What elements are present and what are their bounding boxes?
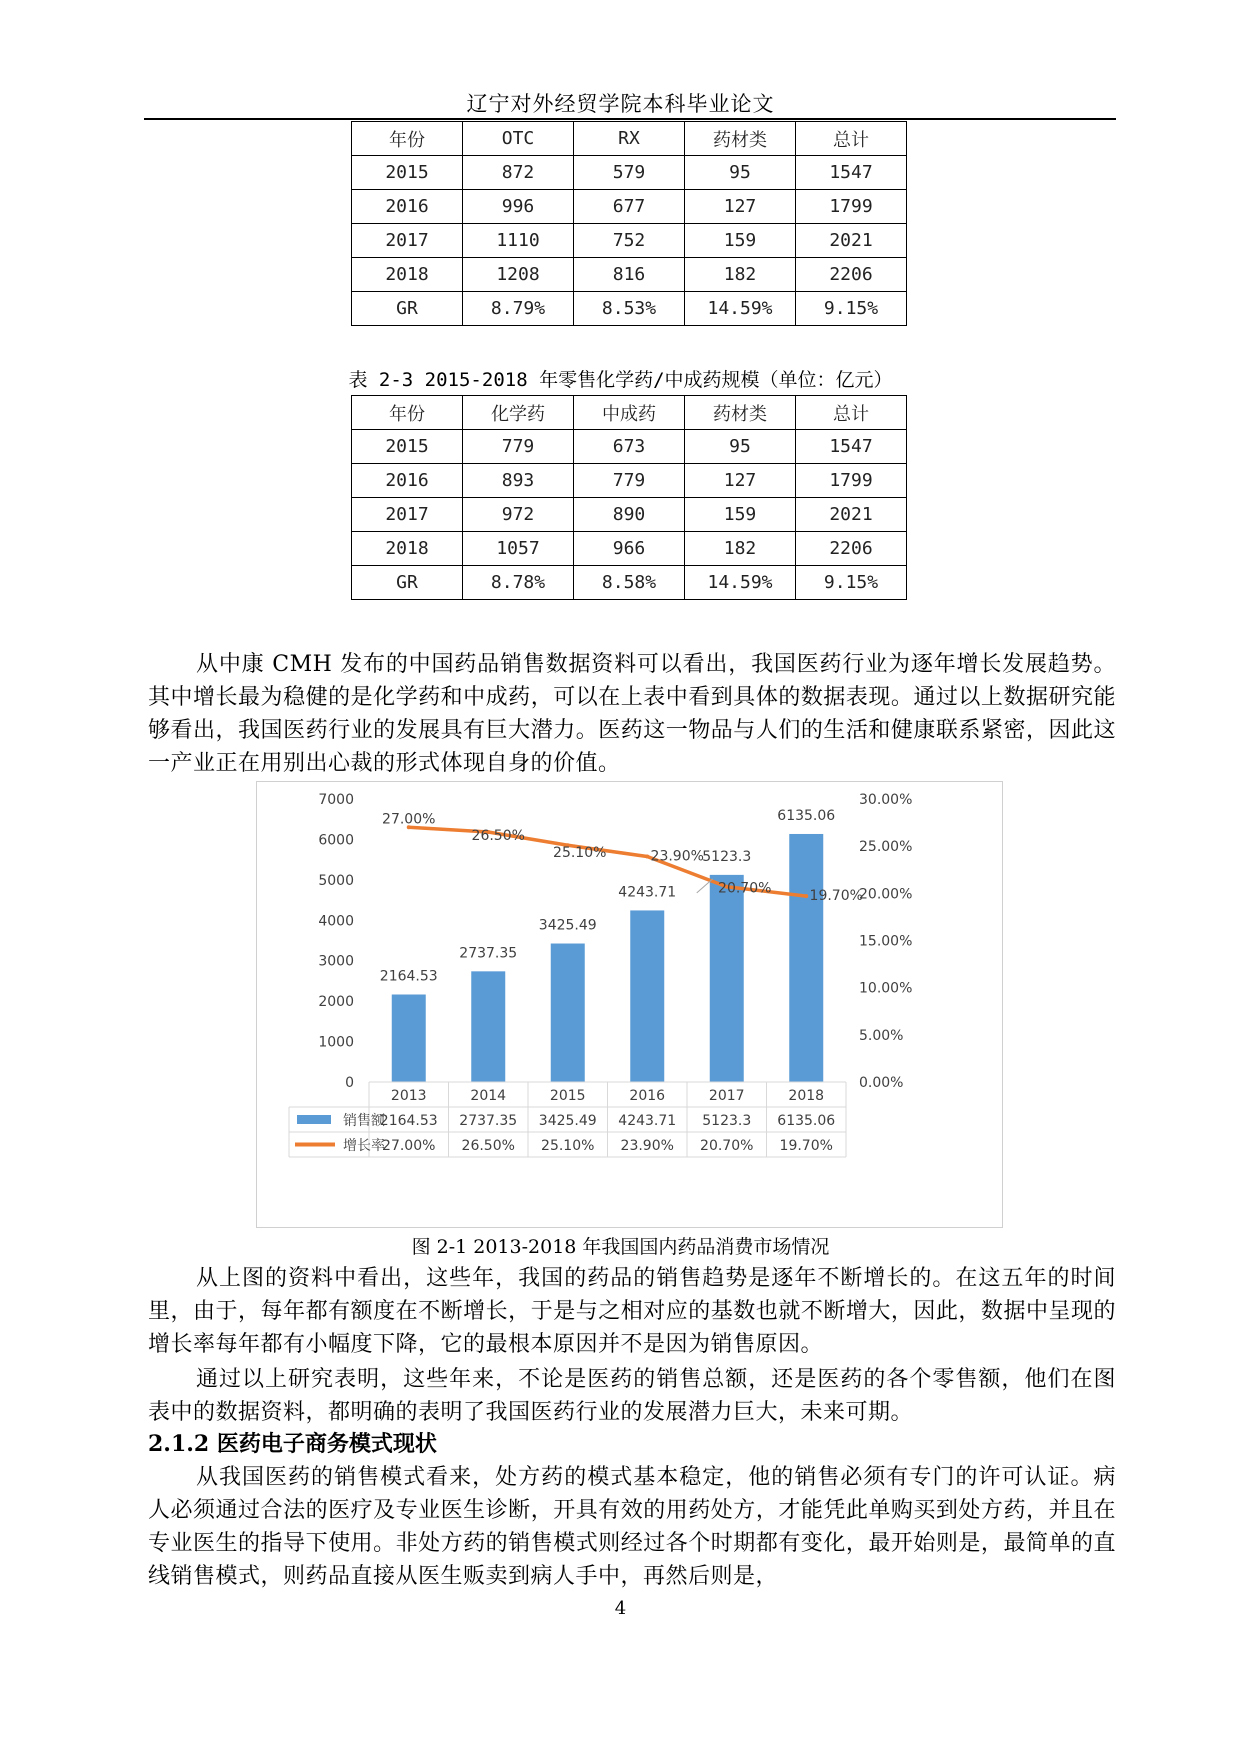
table-header-row [352,396,907,430]
data-table-cell: 2737.35 [459,1113,518,1129]
table-row [352,532,907,566]
table-row [352,190,907,224]
x-axis-category-label: 2017 [708,1088,745,1104]
table-caption: 表 2-3 2015-2018 年零售化学药/中成药规模（单位：亿元） [348,369,893,391]
right-axis-tick-label: 5.00% [859,1027,904,1044]
left-axis-tick-label: 7000 [318,792,354,808]
table-header-cell: 化学药 [463,396,574,430]
left-axis-tick-label: 6000 [318,832,354,849]
legend-series-name: 销售额 [343,1113,385,1129]
table-cell: 8.78% [463,566,574,600]
sales-growth-chart [257,782,1002,1227]
bar-data-label: 4243.71 [618,884,677,901]
table-cell: 182 [685,532,796,566]
bar [789,834,823,1082]
table-row [352,498,907,532]
x-axis-category-label: 2014 [470,1088,507,1104]
header-rule [144,118,1116,120]
table-cell: GR [352,292,463,326]
bar-data-label: 5123.3 [702,848,752,865]
table-cell: 182 [685,258,796,292]
bar [551,944,585,1082]
table-header-cell: 总计 [796,122,907,156]
left-axis-tick-label: 0 [345,1075,354,1091]
table-cell: 779 [574,464,685,498]
table-header-cell: 中成药 [574,396,685,430]
table-cell: 2016 [352,190,463,224]
data-table-cell: 20.70% [700,1138,754,1154]
right-axis-tick-label: 30.00% [859,792,913,808]
table-cell: 2015 [352,156,463,190]
line-point [645,855,649,859]
table-cell: 1547 [796,430,907,464]
right-axis-tick-label: 25.00% [859,839,913,856]
body-paragraph: 从中康 CMH 发布的中国药品销售数据资料可以看出，我国医药行业为逐年增长发展趋势。其中增长最为稳健的是化学药和中成药，可以在上表中看到具体的数据表现。通过以上数据研究能够看出，我国医药行业的发展具有巨大潜力。医药这一物品与人们的生活和健康联系紧密，因此这一产业正在用别出心裁的形式体现自身的价值。 [148,652,1116,776]
table-cell: 677 [574,190,685,224]
line-data-label: 27.00% [382,811,436,828]
line-point [804,894,808,898]
bar [471,971,505,1082]
data-table-cell: 26.50% [461,1138,515,1154]
table-cell: 8.79% [463,292,574,326]
data-table-cell: 27.00% [382,1138,436,1154]
legend-key-bar [297,1115,331,1124]
table-cell: 2015 [352,430,463,464]
left-axis-tick-label: 1000 [318,1034,354,1051]
table-row [352,258,907,292]
table-cell: 972 [463,498,574,532]
x-axis-category-label: 2018 [788,1088,825,1104]
table-cell: 579 [574,156,685,190]
table-cell: 1799 [796,190,907,224]
right-axis-tick-label: 10.00% [859,980,913,997]
table-cell: 752 [574,224,685,258]
table-cell: 127 [685,464,796,498]
body-paragraph: 从我国医药的销售模式看来，处方药的模式基本稳定，他的销售必须有专门的许可认证。病人必须通过合法的医疗及专业医生诊断，开具有效的用药处方，才能凭此单购买到处方药，并且在专业医生的指导下使用。非处方药的销售模式则经过各个时期都有变化，最开始则是，最简单的直线销售模式，则药品直接从医生贩卖到病人手中，再然后则是， [148,1465,1116,1589]
bar-data-label: 2164.53 [379,968,438,985]
left-axis-tick-label: 3000 [318,953,354,970]
table-cell: 2018 [352,258,463,292]
table-cell: 966 [574,532,685,566]
legend-series-name: 增长率 [343,1138,385,1154]
bar-data-label: 6135.06 [777,807,836,824]
table-cell: 2206 [796,258,907,292]
table-cell: 159 [685,224,796,258]
right-axis-tick-label: 15.00% [859,933,913,950]
table-cell: 1208 [463,258,574,292]
data-table-cell: 5123.3 [702,1113,752,1129]
table-cell: 2017 [352,498,463,532]
table-row [352,430,907,464]
table-cell: 779 [463,430,574,464]
table-header-cell: 总计 [796,396,907,430]
table-cell: 127 [685,190,796,224]
chart-frame [256,781,1003,1228]
x-axis-category-label: 2015 [549,1088,586,1104]
table-header-cell: 年份 [352,122,463,156]
line-data-label: 26.50% [471,828,525,845]
sales-table-chemical-tcm [351,395,907,600]
table-cell: 9.15% [796,566,907,600]
table-cell: 2016 [352,464,463,498]
table-cell: 8.53% [574,292,685,326]
table-cell: 893 [463,464,574,498]
data-table-cell: 19.70% [779,1138,833,1154]
table-cell: 1057 [463,532,574,566]
table-header-cell: OTC [463,122,574,156]
table-row [352,224,907,258]
table-cell: GR [352,566,463,600]
right-axis-tick-label: 0.00% [859,1075,904,1091]
data-table-cell: 6135.06 [777,1113,836,1129]
table-cell: 9.15% [796,292,907,326]
page-number: 4 [614,1598,627,1619]
table-header-cell: 药材类 [685,396,796,430]
table-cell: 95 [685,156,796,190]
body-paragraph: 从上图的资料中看出，这些年，我国的药品的销售趋势是逐年不断增长的。在这五年的时间里，由于，每年都有额度在不断增长，于是与之相对应的基数也就不断增大，因此，数据中呈现的增长率每年都有小幅度下降，它的最根本原因并不是因为销售原因。 [148,1266,1116,1357]
table-row [352,156,907,190]
table-cell: 8.58% [574,566,685,600]
data-table-cell: 23.90% [620,1138,674,1154]
table-cell: 1799 [796,464,907,498]
table-cell: 872 [463,156,574,190]
data-table-cell: 3425.49 [538,1113,597,1129]
line-data-label: 25.10% [553,845,607,862]
table-header-cell: 药材类 [685,122,796,156]
table-cell: 673 [574,430,685,464]
data-table-cell: 2164.53 [379,1113,438,1129]
table-row [352,292,907,326]
table-cell: 2021 [796,224,907,258]
figure-caption: 图 2-1 2013-2018 年我国国内药品消费市场情况 [411,1236,830,1258]
data-table-cell: 25.10% [541,1138,595,1154]
line-data-label: 20.70% [718,880,772,897]
sales-table-otc-rx [351,121,907,326]
table-row [352,566,907,600]
x-axis-category-label: 2016 [629,1088,666,1104]
table-cell: 159 [685,498,796,532]
bar-data-label: 3425.49 [538,917,597,934]
body-paragraph: 通过以上研究表明，这些年来，不论是医药的销售总额，还是医药的各个零售额，他们在图表中的数据资料，都明确的表明了我国医药行业的发展潜力巨大，未来可期。 [148,1367,1116,1425]
table-cell: 1110 [463,224,574,258]
table-cell: 1547 [796,156,907,190]
data-table-cell: 4243.71 [618,1113,677,1129]
table-cell: 2021 [796,498,907,532]
right-axis-tick-label: 20.00% [859,886,913,903]
table-header-row [352,122,907,156]
bar-data-label: 2737.35 [459,945,518,962]
left-axis-tick-label: 4000 [318,913,354,930]
table-cell: 816 [574,258,685,292]
table-header-cell: 年份 [352,396,463,430]
table-cell: 2017 [352,224,463,258]
left-axis-tick-label: 5000 [318,872,354,889]
table-row [352,464,907,498]
line-data-label: 23.90% [650,848,704,865]
line-data-label: 19.70% [809,888,863,905]
table-cell: 14.59% [685,292,796,326]
left-axis-tick-label: 2000 [318,994,354,1011]
bar [630,910,664,1082]
table-cell: 890 [574,498,685,532]
table-cell: 2206 [796,532,907,566]
table-cell: 996 [463,190,574,224]
x-axis-category-label: 2013 [390,1088,427,1104]
bar [710,875,744,1082]
table-header-cell: RX [574,122,685,156]
table-cell: 2018 [352,532,463,566]
section-heading: 2.1.2 医药电子商务模式现状 [148,1431,437,1457]
table-cell: 14.59% [685,566,796,600]
table-cell: 95 [685,430,796,464]
bar [392,994,426,1082]
page-header-title: 辽宁对外经贸学院本科毕业论文 [466,92,775,116]
